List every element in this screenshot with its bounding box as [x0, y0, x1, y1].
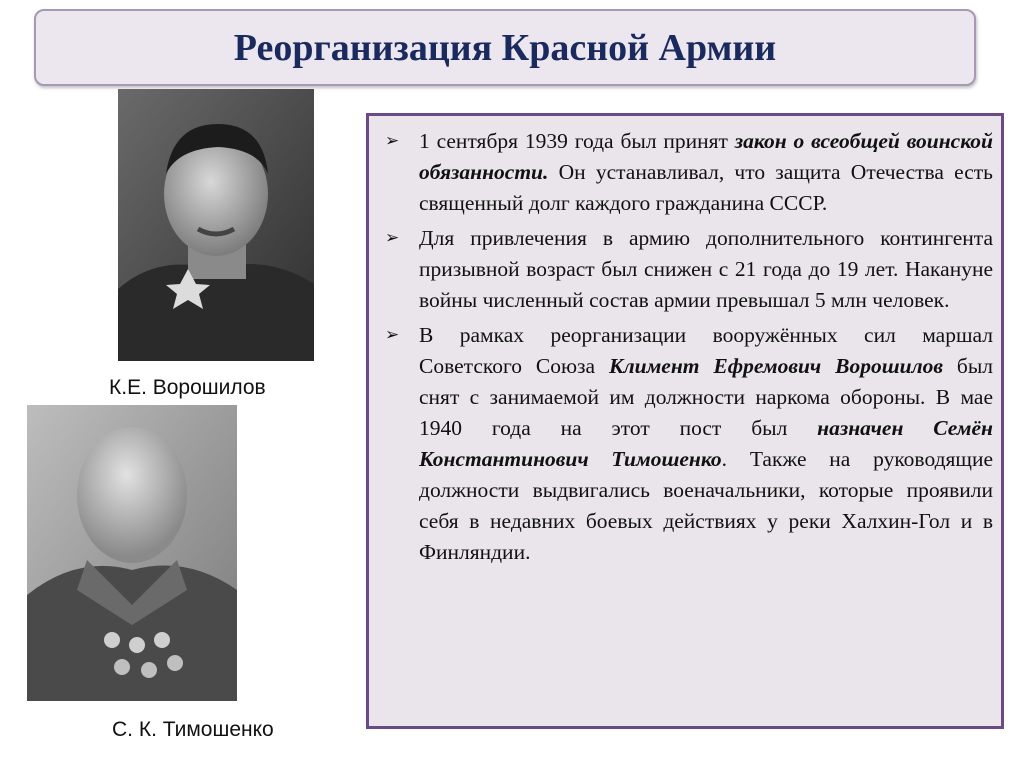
- text-run: закон о всеобщей воинской обязанности.: [419, 129, 993, 184]
- bullet-item: [385, 223, 993, 316]
- bullet-text: [419, 226, 993, 312]
- bullet-item: [385, 126, 993, 219]
- text-run: был снят с занимаемой им должности наркома обороны.: [419, 354, 994, 409]
- text-run: назначен Семён Константинович Тимошенко: [419, 416, 993, 471]
- text-run: 1 сентября 1939 года: [419, 129, 614, 153]
- portrait-timoshenko: [27, 405, 237, 701]
- bullet-text: [419, 129, 993, 215]
- title-bar: [34, 9, 976, 86]
- text-run: численный состав армии превышал 5 млн человек.: [482, 288, 950, 312]
- text-run: В мае 1940 года: [419, 385, 993, 440]
- text-run: был принят: [613, 129, 735, 153]
- arrow-bullet-icon: ➢: [385, 325, 400, 345]
- bullet-text: [419, 323, 993, 564]
- arrow-bullet-icon: ➢: [385, 228, 400, 248]
- caption-timoshenko: С. К. Тимошенко: [112, 718, 274, 741]
- slide-title: Реорганизация Красной Армии: [233, 26, 777, 69]
- text-run: Он устанавливал, что защита Отечества есть священный долг каждого гражданина СССР.: [419, 160, 993, 215]
- text-run: на этот пост был: [530, 416, 818, 440]
- text-run: Накануне войны: [419, 257, 993, 312]
- content-box: [366, 113, 1004, 729]
- caption-voroshilov: К.Е. Ворошилов: [109, 376, 266, 399]
- arrow-bullet-icon: ➢: [385, 131, 400, 151]
- bullet-item: [385, 320, 993, 568]
- text-run: . Также на руководящие должности выдвигались военачальники, которые проявили себя в недавних боевых действиях у реки Халхин-Гол и в Финляндии.: [419, 447, 994, 564]
- text-run: Климент Ефремович Ворошилов: [609, 354, 943, 378]
- text-run: В рамках реорганизации вооружённых сил маршал Советского Союза: [419, 323, 993, 378]
- text-run: Для привлечения в армию дополнительного контингента: [419, 226, 993, 250]
- text-run: призывной возраст был снижен с 21 года до 19 лет.: [419, 257, 899, 281]
- portrait-voroshilov: [118, 89, 314, 361]
